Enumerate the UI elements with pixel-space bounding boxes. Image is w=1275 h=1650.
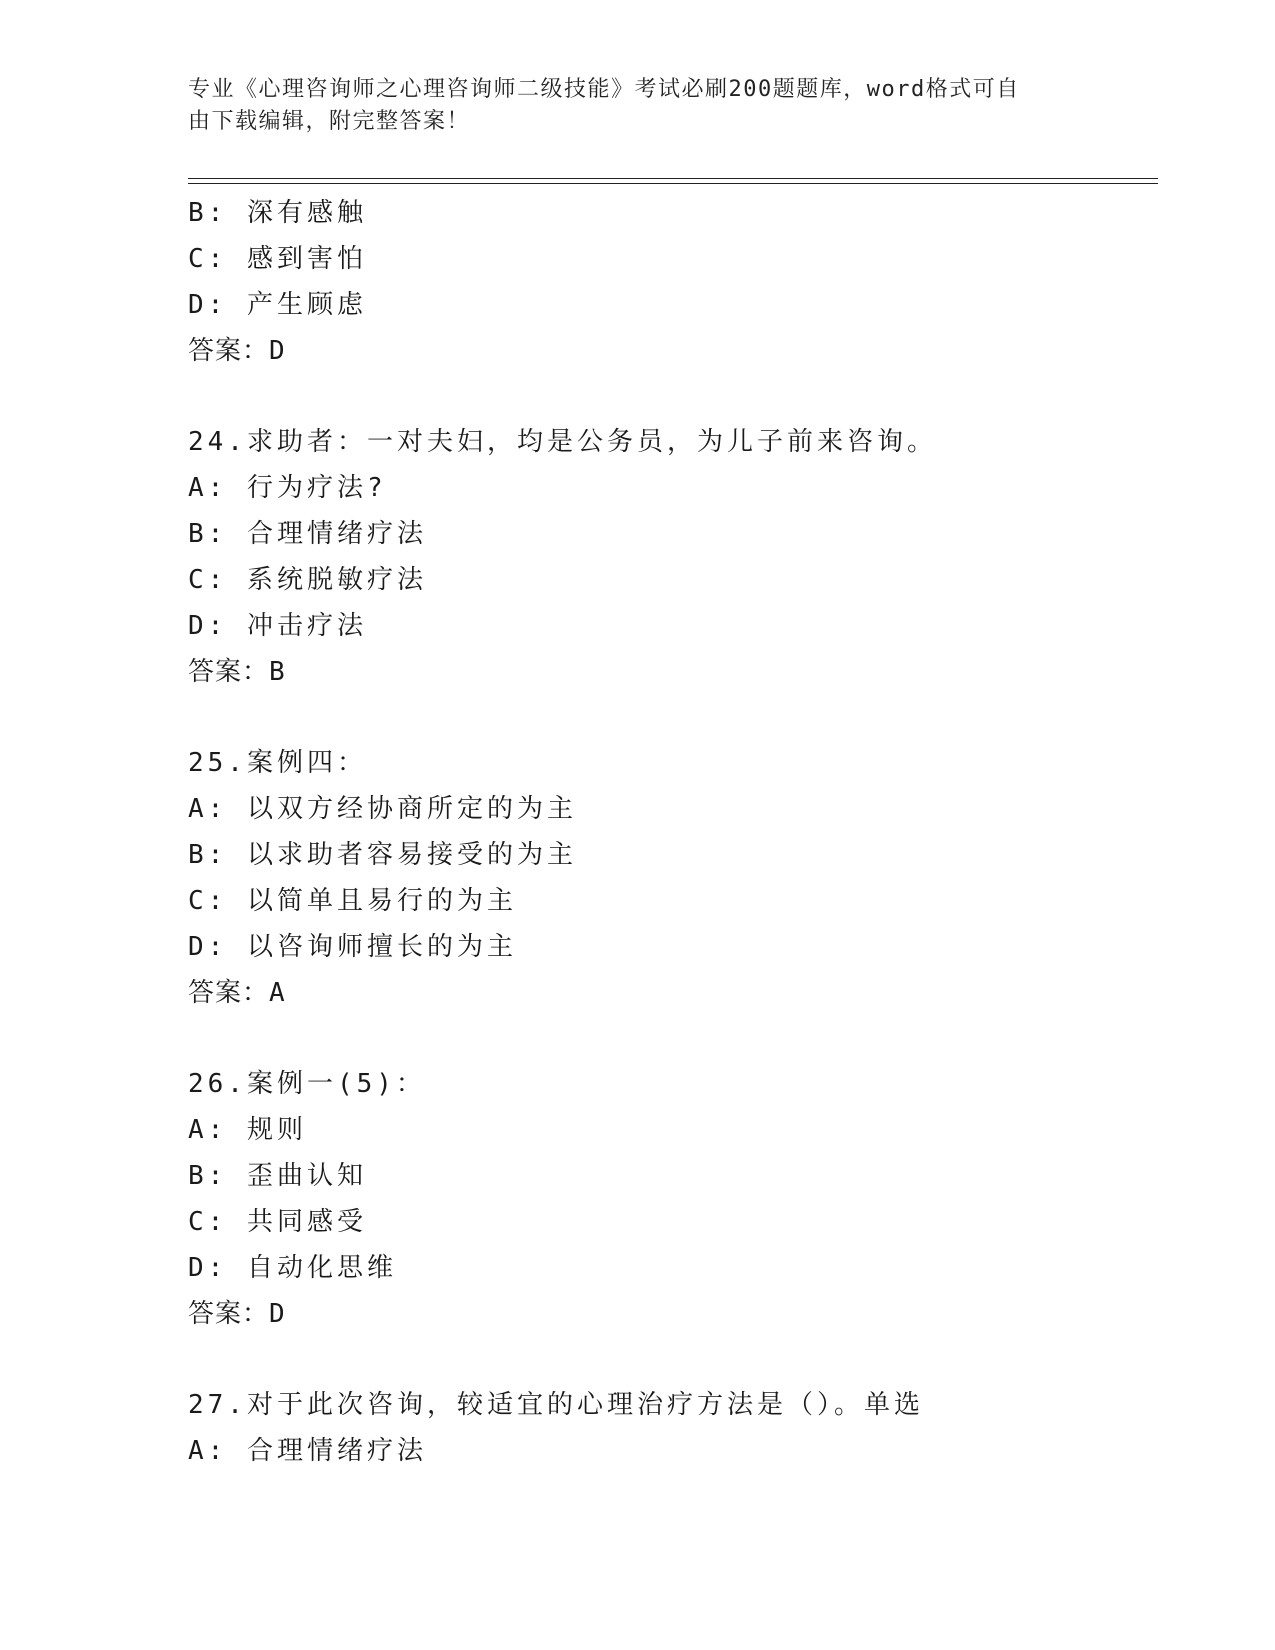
document-header: [188, 74, 1068, 138]
question-26: [188, 1061, 1158, 1337]
option-d: D: 产生顾虑: [188, 290, 367, 320]
option-c: C: 以简单且易行的为主: [188, 886, 517, 916]
option-a: A: 规则: [188, 1115, 307, 1145]
option-a: A: 行为疗法?: [188, 473, 387, 503]
option-d: D: 自动化思维: [188, 1253, 397, 1283]
option-c: C: 感到害怕: [188, 244, 367, 274]
header-divider-top: [188, 178, 1158, 179]
question-title: 26.案例一(5)：: [188, 1069, 426, 1099]
answer-line: 答案：A: [188, 978, 286, 1008]
question-24: [188, 419, 1158, 695]
question-title: 27.对于此次咨询，较适宜的心理治疗方法是（）。单选: [188, 1390, 924, 1420]
question-title: 25.案例四：: [188, 748, 367, 778]
header-line-2: 由下载编辑，附完整答案！: [188, 109, 471, 134]
option-b: B: 深有感触: [188, 198, 367, 228]
option-d: D: 以咨询师擅长的为主: [188, 932, 517, 962]
header-line-1: 专业《心理咨询师之心理咨询师二级技能》考试必刷200题题库，word格式可自: [188, 77, 1020, 102]
option-c: C: 共同感受: [188, 1207, 367, 1237]
option-a: A: 合理情绪疗法: [188, 1436, 427, 1466]
header-divider-bottom: [188, 183, 1158, 184]
question-title: 24.求助者：一对夫妇，均是公务员，为儿子前来咨询。: [188, 427, 937, 457]
question-25: [188, 740, 1158, 1016]
answer-line: 答案：B: [188, 657, 286, 687]
option-b: B: 歪曲认知: [188, 1161, 367, 1191]
answer-line: 答案：D: [188, 336, 286, 366]
option-d: D: 冲击疗法: [188, 611, 367, 641]
question-continued: [188, 190, 1158, 374]
answer-line: 答案：D: [188, 1299, 286, 1329]
question-list: [188, 190, 1158, 1474]
question-27: [188, 1382, 1158, 1474]
option-b: B: 合理情绪疗法: [188, 519, 427, 549]
option-b: B: 以求助者容易接受的为主: [188, 840, 577, 870]
option-a: A: 以双方经协商所定的为主: [188, 794, 577, 824]
option-c: C: 系统脱敏疗法: [188, 565, 427, 595]
